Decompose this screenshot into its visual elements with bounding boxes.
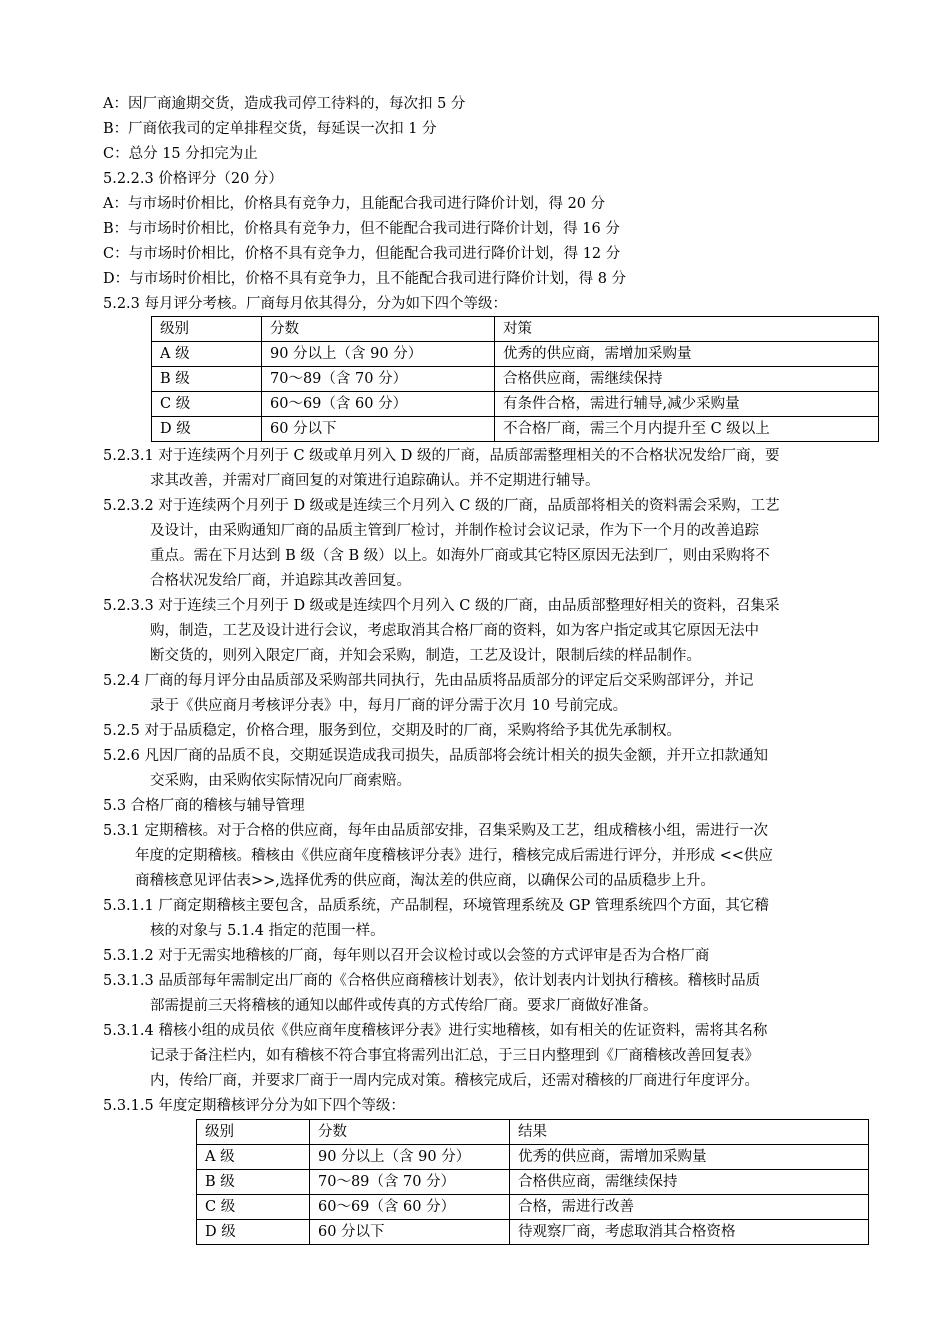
table-cell: D 级: [152, 417, 262, 442]
paragraph-line: 部需提前三天将稽核的通知以邮件或传真的方式传给厂商。要求厂商做好准备。: [150, 998, 658, 1014]
paragraph-line: 5.2.6 凡因厂商的品质不良，交期延误造成我司损失，品质部将会统计相关的损失金额，并开立扣款通知: [103, 748, 768, 764]
table-cell: 90 分以上（含 90 分）: [262, 342, 495, 367]
paragraph-line: 交采购，由采购依实际情况向厂商索赔。: [150, 773, 411, 789]
text-line: A：因厂商逾期交货，造成我司停工待料的，每次扣 5 分: [103, 96, 466, 112]
table-cell: 60～69（含 60 分）: [310, 1195, 510, 1220]
table-cell: 60 分以下: [310, 1220, 510, 1245]
table-cell: 待观察厂商，考虑取消其合格资格: [510, 1220, 869, 1245]
paragraph-line: 5.2.3.2 对于连续两个月列于 D 级或是连续三个月列入 C 级的厂商，品质部将相关的资料需会采购，工艺: [103, 498, 780, 514]
text-line: C：与市场时价相比，价格不具有竞争力，但能配合我司进行降价计划，得 12 分: [103, 246, 621, 262]
text-line: B：与市场时价相比，价格具有竞争力，但不能配合我司进行降价计划，得 16 分: [103, 221, 620, 237]
paragraph-line: 年度的定期稽核。稽核由《供应商年度稽核评分表》进行，稽核完成后需进行评分，并形成 <<供应: [135, 848, 773, 864]
paragraph-line: 5.2.4 厂商的每月评分由品质部及采购部共同执行，先由品质将品质部分的评定后交采购部评分，并记: [103, 673, 754, 689]
paragraph-line: 核的对象与 5.1.4 指定的范围一样。: [150, 923, 385, 939]
table-cell: A 级: [197, 1145, 310, 1170]
table-row: [197, 1145, 869, 1170]
paragraph-line: 5.2.3.3 对于连续三个月列于 D 级或是连续四个月列入 C 级的厂商，由品质部整理好相关的资料，召集采: [103, 598, 780, 614]
text-line: C：总分 15 分扣完为止: [103, 146, 258, 162]
paragraph-line: 录于《供应商月考核评分表》中，每月厂商的评分需于次月 10 号前完成。: [150, 698, 628, 714]
paragraph-line: 5.3.1 定期稽核。对于合格的供应商，每年由品质部安排，召集采购及工艺，组成稽核小组，需进行一次: [103, 823, 768, 839]
annual-audit-grade-table: [196, 1119, 869, 1245]
table-row: [197, 1195, 869, 1220]
paragraph-line: 求其改善，并需对厂商回复的对策进行追踪确认。并不定期进行辅导。: [150, 473, 600, 489]
table-header-cell: 分数: [310, 1120, 510, 1145]
table-header-cell: 级别: [152, 317, 262, 342]
monthly-grade-table: [151, 316, 879, 442]
table-cell: D 级: [197, 1220, 310, 1245]
table-row: [197, 1220, 869, 1245]
paragraph-line: 5.3.1.2 对于无需实地稽核的厂商，每年则以召开会议检讨或以会签的方式评审是否为合格厂商: [103, 948, 710, 964]
text-line: A：与市场时价相比，价格具有竞争力，且能配合我司进行降价计划，得 20 分: [103, 196, 606, 212]
table-cell: 70～89（含 70 分）: [310, 1170, 510, 1195]
table-cell: C 级: [152, 392, 262, 417]
table-row: [197, 1170, 869, 1195]
table-header-cell: 对策: [495, 317, 879, 342]
table-cell: 60 分以下: [262, 417, 495, 442]
paragraph-line: 5.3.1.1 厂商定期稽核主要包含，品质系统，产品制程，环境管理系统及 GP 管理系统四个方面，其它稽: [103, 898, 769, 914]
table-cell: B 级: [197, 1170, 310, 1195]
table-cell: 合格供应商，需继续保持: [510, 1170, 869, 1195]
paragraph-line: 合格状况发给厂商，并追踪其改善回复。: [150, 573, 411, 589]
text-line: B：厂商依我司的定单排程交货，每延误一次扣 1 分: [103, 121, 437, 137]
paragraph-line: 5.2.5 对于品质稳定，价格合理，服务到位，交期及时的厂商，采购将给予其优先承制权。: [103, 723, 681, 739]
table-cell: 合格，需进行改善: [510, 1195, 869, 1220]
table-cell: B 级: [152, 367, 262, 392]
table-cell: 70～89（含 70 分）: [262, 367, 495, 392]
paragraph-line: 记录于备注栏内，如有稽核不符合事宜将需列出汇总，于三日内整理到《厂商稽核改善回复表》: [150, 1048, 759, 1064]
paragraph-line: 内，传给厂商，并要求厂商于一周内完成对策。稽核完成后，还需对稽核的厂商进行年度评分。: [150, 1073, 759, 1089]
section-heading: 5.2.2.3 价格评分（20 分）: [103, 171, 283, 187]
table-header-cell: 分数: [262, 317, 495, 342]
paragraph-line: 断交货的，则列入限定厂商，并知会采购，制造，工艺及设计，限制后续的样品制作。: [150, 648, 701, 664]
paragraph-line: 购，制造，工艺及设计进行会议，考虑取消其合格厂商的资料，如为客户指定或其它原因无法中: [150, 623, 759, 639]
paragraph-line: 及设计，由采购通知厂商的品质主管到厂检讨，并制作检讨会议记录，作为下一个月的改善追踪: [150, 523, 759, 539]
table-cell: 优秀的供应商，需增加采购量: [510, 1145, 869, 1170]
table-row: [152, 417, 879, 442]
table-cell: 优秀的供应商，需增加采购量: [495, 342, 879, 367]
table-header-cell: 级别: [197, 1120, 310, 1145]
paragraph-line: 5.3.1.3 品质部每年需制定出厂商的《合格供应商稽核计划表》，依计划表内计划执行稽核。稽核时品质: [103, 973, 761, 989]
table-row: [152, 367, 879, 392]
table-row: [152, 342, 879, 367]
table-cell: 有条件合格，需进行辅导,减少采购量: [495, 392, 879, 417]
table-cell: 60～69（含 60 分）: [262, 392, 495, 417]
paragraph-line: 5.2.3.1 对于连续两个月列于 C 级或单月列入 D 级的厂商，品质部需整理相关的不合格状况发给厂商，要: [103, 448, 780, 464]
table-header-row: [152, 317, 879, 342]
section-heading: 5.3 合格厂商的稽核与辅导管理: [103, 798, 305, 814]
paragraph-line: 商稽核意见评估表>>,选择优秀的供应商，淘汰差的供应商，以确保公司的品质稳步上升。: [135, 873, 715, 889]
paragraph-line: 重点。需在下月达到 B 级（含 B 级）以上。如海外厂商或其它特区原因无法到厂，则由采购将不: [150, 548, 770, 564]
table-cell: 90 分以上（含 90 分）: [310, 1145, 510, 1170]
table-header-row: [197, 1120, 869, 1145]
table-cell: 不合格厂商，需三个月内提升至 C 级以上: [495, 417, 879, 442]
table-cell: C 级: [197, 1195, 310, 1220]
section-heading: 5.3.1.5 年度定期稽核评分分为如下四个等级：: [103, 1098, 405, 1114]
table-cell: A 级: [152, 342, 262, 367]
table-row: [152, 392, 879, 417]
text-line: D：与市场时价相比，价格不具有竞争力，且不能配合我司进行降价计划，得 8 分: [103, 271, 627, 287]
table-cell: 合格供应商，需继续保持: [495, 367, 879, 392]
section-heading: 5.2.3 每月评分考核。厂商每月依其得分，分为如下四个等级：: [103, 296, 508, 312]
paragraph-line: 5.3.1.4 稽核小组的成员依《供应商年度稽核评分表》进行实地稽核，如有相关的佐证资料，需将其名称: [103, 1023, 768, 1039]
table-header-cell: 结果: [510, 1120, 869, 1145]
